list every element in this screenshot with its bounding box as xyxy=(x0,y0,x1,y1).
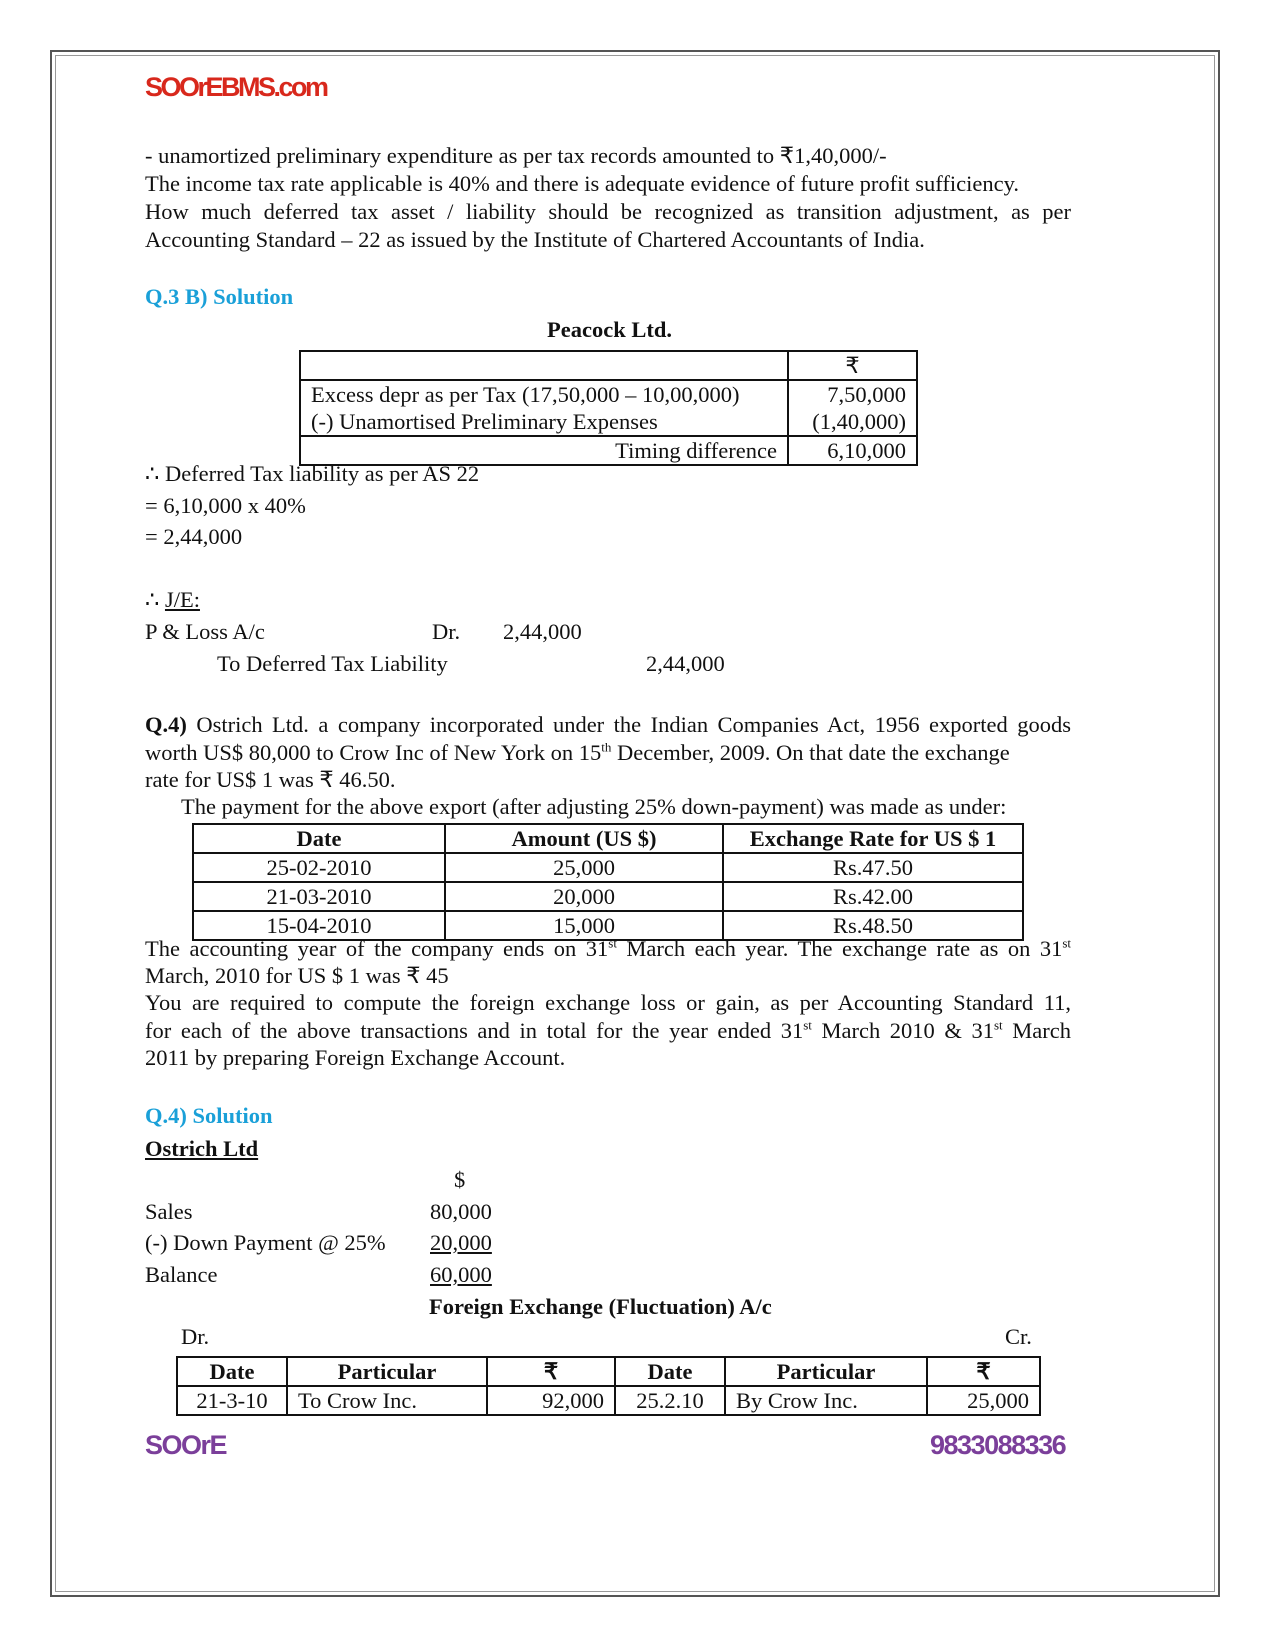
dr-amount: 92,000 xyxy=(487,1386,615,1415)
calc-line-1: ∴ Deferred Tax liability as per AS 22 xyxy=(145,461,480,486)
col-exchange-rate: Exchange Rate for US $ 1 xyxy=(723,824,1023,853)
sales-label: Sales xyxy=(145,1199,193,1224)
row-rate: Rs.48.50 xyxy=(723,911,1023,940)
sales-value: 80,000 xyxy=(430,1199,492,1224)
row-rate: Rs.42.00 xyxy=(723,882,1023,911)
table-row xyxy=(300,380,788,436)
col-dr-date: Date xyxy=(177,1357,287,1386)
dr-particular: To Crow Inc. xyxy=(287,1386,487,1415)
cr-particular: By Crow Inc. xyxy=(725,1386,927,1415)
dr-marker: Dr. xyxy=(181,1324,210,1349)
excess-depr-label: Excess depr as per Tax (17,50,000 – 10,00,000) xyxy=(311,382,740,407)
calc-line-3: = 2,44,000 xyxy=(145,524,243,549)
forex-ledger-table xyxy=(176,1356,1041,1416)
table-row xyxy=(193,882,1023,911)
table-row xyxy=(193,853,1023,882)
timing-difference-label: Timing difference xyxy=(300,436,788,465)
col-dr-particular: Particular xyxy=(287,1357,487,1386)
currency-header: ₹ xyxy=(788,351,917,380)
q4-line-6: March, 2010 for US $ 1 was ₹ 45 xyxy=(145,963,449,988)
cr-amount: 25,000 xyxy=(927,1386,1040,1415)
intro-line-3: How much deferred tax asset / liability should be recognized as transition adjustment, as per xyxy=(145,199,1071,224)
calc-line-2: = 6,10,000 x 40% xyxy=(145,493,306,518)
je-debit-account: P & Loss A/c xyxy=(145,619,265,644)
therefore-symbol: ∴ xyxy=(145,587,165,612)
preliminary-expenses-value: (1,40,000) xyxy=(812,409,906,434)
je-heading: J/E: xyxy=(164,587,200,612)
col-cr-amount: ₹ xyxy=(927,1357,1040,1386)
down-payment-label: (-) Down Payment @ 25% xyxy=(145,1230,386,1255)
row-amount: 25,000 xyxy=(445,853,723,882)
col-amount: Amount (US $) xyxy=(445,824,723,853)
down-payment-value: 20,000 xyxy=(430,1230,492,1255)
journal-entry-label xyxy=(145,586,200,615)
q4-line-3: rate for US$ 1 was ₹ 46.50. xyxy=(145,767,396,792)
balance-value: 60,000 xyxy=(430,1262,492,1287)
timing-difference-value: 6,10,000 xyxy=(788,436,917,465)
dr-date: 21-3-10 xyxy=(177,1386,287,1415)
intro-line-1: - unamortized preliminary expenditure as per tax records amounted to ₹1,40,000/- xyxy=(145,143,887,168)
col-cr-particular: Particular xyxy=(725,1357,927,1386)
balance-label: Balance xyxy=(145,1262,218,1287)
col-cr-date: Date xyxy=(615,1357,725,1386)
row-amount: 15,000 xyxy=(445,911,723,940)
q4-company-title: Ostrich Ltd xyxy=(145,1136,259,1161)
account-title: Foreign Exchange (Fluctuation) A/c xyxy=(429,1294,772,1319)
intro-line-2: The income tax rate applicable is 40% and there is adequate evidence of future profit sufficiency. xyxy=(145,171,1020,196)
table-row xyxy=(177,1386,1040,1415)
q4-line-9: 2011 by preparing Foreign Exchange Account. xyxy=(145,1045,566,1070)
q3-solution-heading: Q.3 B) Solution xyxy=(145,284,294,309)
table-row-values xyxy=(788,380,917,436)
payment-schedule-table xyxy=(192,823,1024,941)
dollar-header: $ xyxy=(454,1167,466,1192)
q4-line-4: The payment for the above export (after adjusting 25% down-payment) was made as under: xyxy=(181,794,1007,819)
cr-marker: Cr. xyxy=(1005,1324,1032,1349)
timing-difference-table xyxy=(299,350,918,466)
footer-brand: SOOrE xyxy=(145,1430,227,1460)
q3-company-title: Peacock Ltd. xyxy=(547,317,672,342)
q4-line-8: for each of the above transactions and in total for the year ended 31st March 2010 & 31st March xyxy=(145,1017,1071,1043)
row-amount: 20,000 xyxy=(445,882,723,911)
brand-logo: SOOrEBMS.com xyxy=(145,72,327,102)
preliminary-expenses-label: (-) Unamortised Preliminary Expenses xyxy=(311,409,658,434)
q4-solution-heading: Q.4) Solution xyxy=(145,1103,273,1128)
row-date: 15-04-2010 xyxy=(193,911,445,940)
q4-line-5: The accounting year of the company ends on 31st March each year. The exchange rate as on 31st xyxy=(145,935,1072,961)
table-header-blank xyxy=(300,351,788,380)
col-dr-amount: ₹ xyxy=(487,1357,615,1386)
row-rate: Rs.47.50 xyxy=(723,853,1023,882)
q4-line-1: Q.4) Ostrich Ltd. a company incorporated under the Indian Companies Act, 1956 exported goods xyxy=(145,712,1071,737)
je-credit-account: To Deferred Tax Liability xyxy=(217,651,448,676)
je-dr-marker: Dr. xyxy=(432,619,461,644)
intro-line-4: Accounting Standard – 22 as issued by the Institute of Chartered Accountants of India. xyxy=(145,227,925,252)
q4-label: Q.4) xyxy=(145,712,187,737)
q4-line-7: You are required to compute the foreign exchange loss or gain, as per Accounting Standard 11, xyxy=(145,990,1071,1015)
cr-date: 25.2.10 xyxy=(615,1386,725,1415)
row-date: 25-02-2010 xyxy=(193,853,445,882)
je-debit-amount: 2,44,000 xyxy=(503,619,582,644)
q4-line-2: worth US$ 80,000 to Crow Inc of New York on 15th December, 2009. On that date the exchange xyxy=(145,739,1010,765)
table-header-row xyxy=(193,824,1023,853)
footer-phone: 9833088336 xyxy=(930,1430,1066,1460)
col-date: Date xyxy=(193,824,445,853)
je-credit-amount: 2,44,000 xyxy=(646,651,725,676)
excess-depr-value: 7,50,000 xyxy=(827,382,906,407)
row-date: 21-03-2010 xyxy=(193,882,445,911)
table-header-row xyxy=(177,1357,1040,1386)
